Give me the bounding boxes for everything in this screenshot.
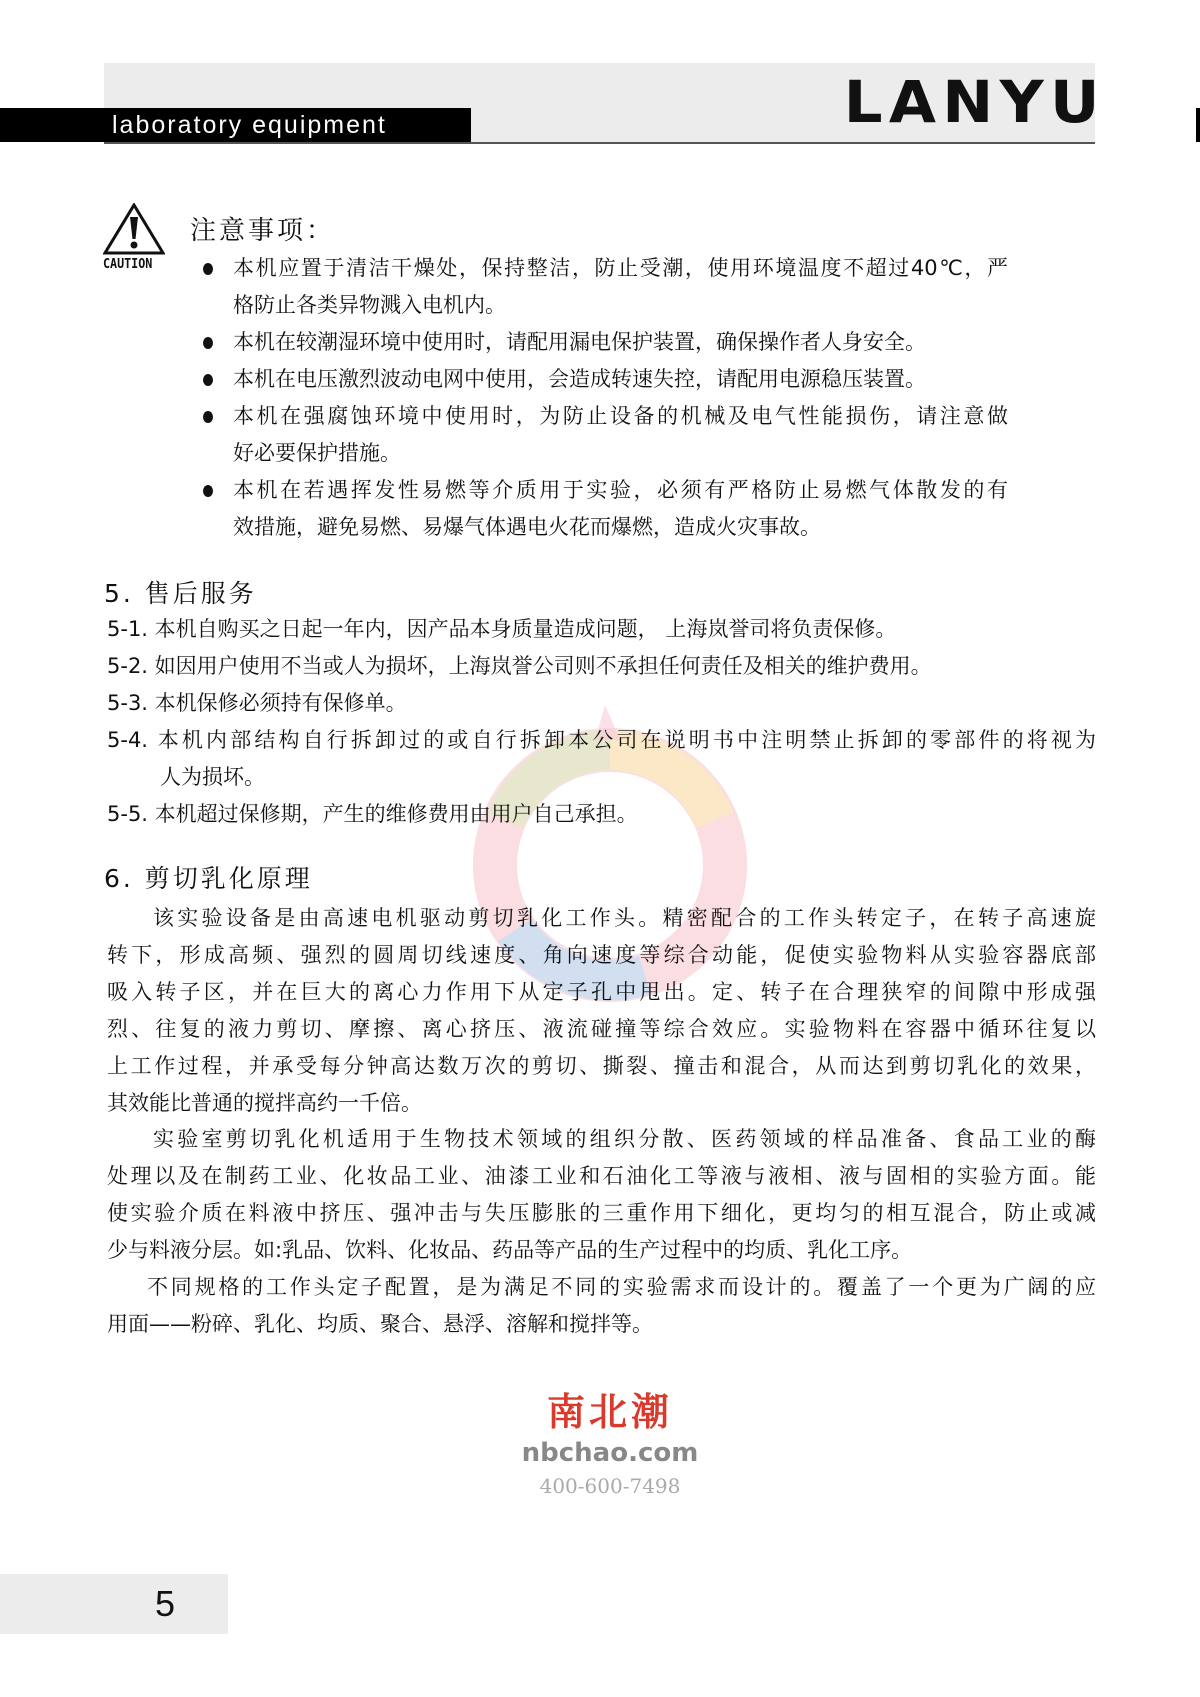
section5-heading: 5. 售后服务 <box>104 579 257 608</box>
paragraph-line: 用面——粉碎、乳化、均质、聚合、悬浮、溶解和搅拌等。 <box>107 1312 653 1336</box>
note-line: 本机在电压激烈波动电网中使用，会造成转速失控，请配用电源稳压装置。 <box>233 367 926 391</box>
note-line: 本机在较潮湿环境中使用时，请配用漏电保护装置，确保操作者人身安全。 <box>233 330 926 354</box>
watermark-phone: 400-600-7498 <box>539 1474 681 1498</box>
paragraph-line: 其效能比普通的搅拌高约一千倍。 <box>107 1091 422 1115</box>
section5-item: 5-4. 本机内部结构自行拆卸过的或自行拆卸本公司在说明书中注明禁止拆卸的零部件的将视为 <box>107 728 1096 752</box>
bullet-icon <box>203 411 213 423</box>
paragraph-line: 转下，形成高频、强烈的圆周切线速度、角向速度等综合动能，促使实验物料从实验容器底部 <box>107 943 1096 967</box>
notes-title: 注意事项： <box>190 216 336 246</box>
page-number: 5 <box>155 1583 176 1624</box>
brand-logo: LANYU <box>843 68 1106 136</box>
edge-mark <box>1196 108 1200 142</box>
bullet-icon <box>203 263 213 275</box>
note-line: 本机在若遇挥发性易燃等介质用于实验，必须有严格防止易燃气体散发的有 <box>233 478 1008 502</box>
paragraph-line: 实验室剪切乳化机适用于生物技术领域的组织分散、医药领域的样品准备、食品工业的酶 <box>153 1127 1096 1151</box>
paragraph-line: 少与料液分层。如:乳品、饮料、化妆品、药品等产品的生产过程中的均质、乳化工序。 <box>107 1238 913 1262</box>
caution-badge <box>103 203 169 272</box>
caution-label: CAUTION <box>103 257 153 272</box>
warning-triangle-icon <box>103 203 165 255</box>
section5-item: 5-1. 本机自购买之日起一年内，因产品本身质量造成问题， 上海岚誉司将负责保修。 <box>107 617 897 641</box>
section5-item: 5-5. 本机超过保修期，产生的维修费用由用户自己承担。 <box>107 802 638 826</box>
note-line: 本机在强腐蚀环境中使用时，为防止设备的机械及电气性能损伤，请注意做 <box>233 404 1008 428</box>
header-subtitle: laboratory equipment <box>112 111 387 139</box>
paragraph-line: 该实验设备是由高速电机驱动剪切乳化工作头。精密配合的工作头转定子，在转子高速旋 <box>153 906 1096 930</box>
note-line: 本机应置于清洁干燥处，保持整洁，防止受潮，使用环境温度不超过40℃，严 <box>233 256 1008 280</box>
section5-item: 人为损坏。 <box>160 765 265 789</box>
note-line: 好必要保护措施。 <box>233 441 401 465</box>
bullet-icon <box>203 485 213 497</box>
paragraph-line: 不同规格的工作头定子配置，是为满足不同的实验需求而设计的。覆盖了一个更为广阔的应 <box>147 1275 1096 1299</box>
note-line: 格防止各类异物溅入电机内。 <box>233 293 506 317</box>
paragraph-line: 烈、往复的液力剪切、摩擦、离心挤压、液流碰撞等综合效应。实验物料在容器中循环往复以 <box>107 1017 1096 1041</box>
watermark-text <box>445 1390 775 1520</box>
watermark-site: nbchao.com <box>521 1438 699 1468</box>
note-line: 效措施，避免易燃、易爆气体遇电火花而爆燃，造成火灾事故。 <box>233 515 821 539</box>
section6-heading: 6. 剪切乳化原理 <box>104 864 313 893</box>
section5-item: 5-3. 本机保修必须持有保修单。 <box>107 691 407 715</box>
bullet-icon <box>203 374 213 386</box>
paragraph-line: 使实验介质在料液中挤压、强冲击与失压膨胀的三重作用下细化，更均匀的相互混合，防止或减 <box>107 1201 1096 1225</box>
paragraph-line: 上工作过程，并承受每分钟高达数万次的剪切、撕裂、撞击和混合，从而达到剪切乳化的效果， <box>107 1054 1096 1078</box>
paragraph-line: 处理以及在制药工业、化妆品工业、油漆工业和石油化工等液与液相、液与固相的实验方面。能 <box>107 1164 1096 1188</box>
paragraph-line: 吸入转子区，并在巨大的离心力作用下从定子孔中甩出。定、转子在合理狭窄的间隙中形成强 <box>107 980 1096 1004</box>
page-number-box <box>0 1574 228 1634</box>
section5-item: 5-2. 如因用户使用不当或人为损坏，上海岚誉公司则不承担任何责任及相关的维护费用。 <box>107 654 932 678</box>
watermark-name: 南北潮 <box>546 1390 673 1434</box>
bullet-icon <box>203 337 213 349</box>
